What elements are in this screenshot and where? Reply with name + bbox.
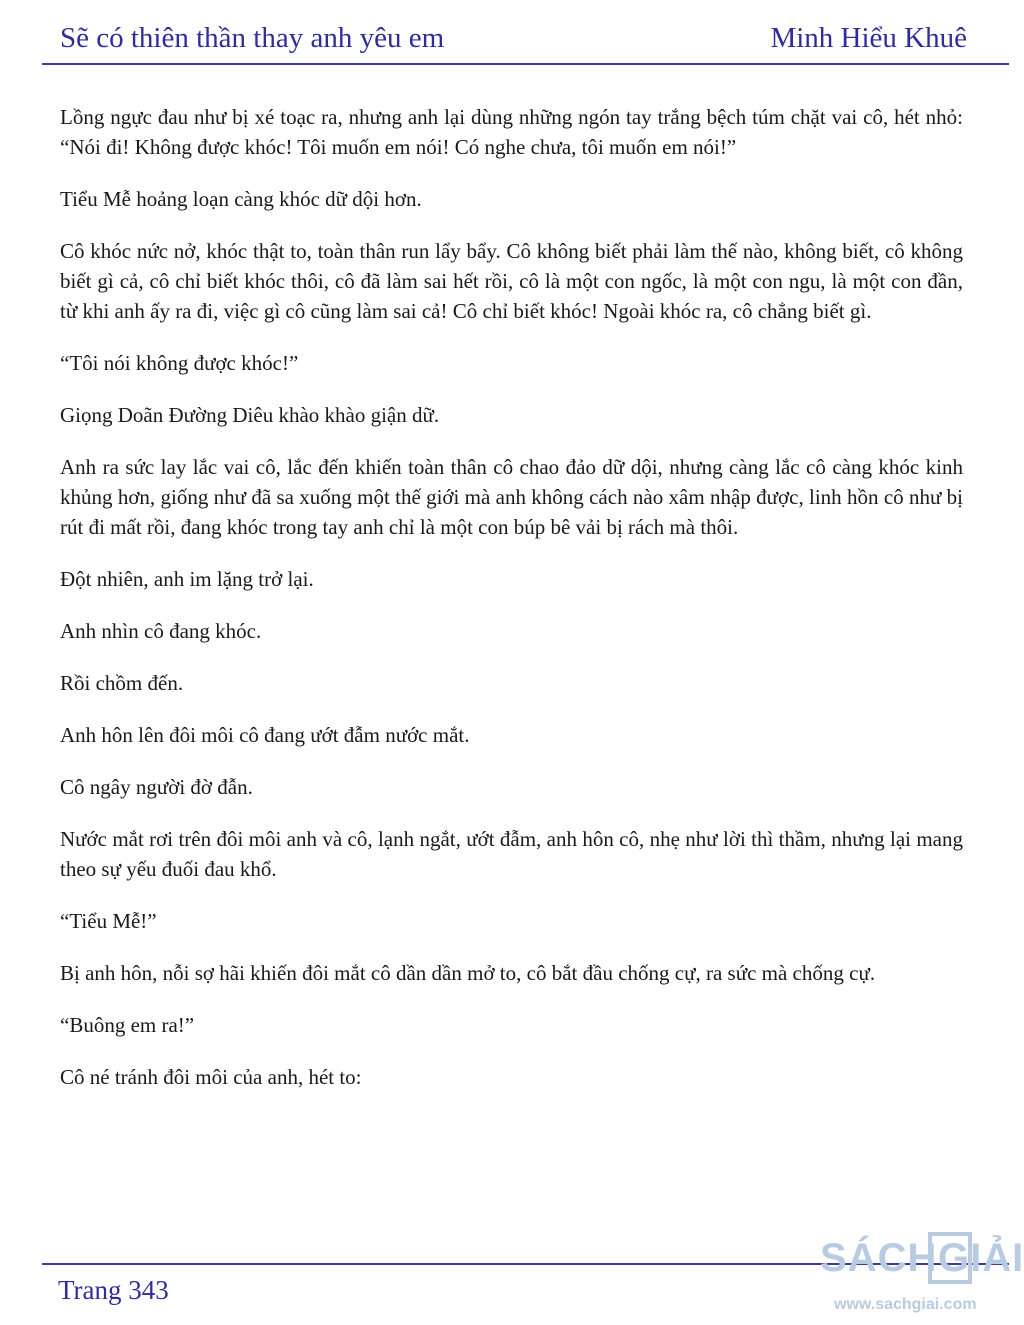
paragraph: Đột nhiên, anh im lặng trở lại. bbox=[60, 567, 314, 591]
book-title: Sẽ có thiên thần thay anh yêu em bbox=[60, 22, 445, 54]
watermark-logo bbox=[818, 1230, 1024, 1325]
paragraph: “Tôi nói không được khóc!” bbox=[60, 351, 299, 375]
paragraph: Cô ngây người đờ đẫn. bbox=[60, 775, 253, 799]
paragraph: Cô né tránh đôi môi của anh, hét to: bbox=[60, 1065, 362, 1089]
paragraph: Anh nhìn cô đang khóc. bbox=[60, 619, 262, 643]
author-name: Minh Hiểu Khuê bbox=[770, 22, 967, 54]
watermark-brand-right: GIẢI bbox=[938, 1236, 1024, 1280]
paragraph: Rồi chồm đến. bbox=[60, 671, 184, 695]
watermark-url: www.sachgiai.com bbox=[834, 1296, 977, 1313]
paragraph: “Buông em ra!” bbox=[60, 1013, 195, 1037]
header-divider bbox=[42, 63, 1009, 65]
paragraph: Cô khóc nức nở, khóc thật to, toàn thân run lẩy bẩy. Cô không biết phải làm thế nào, không biết, cô không biết gì cả, cô chỉ biết khóc thôi, cô đã làm sai hết rồi, cô là một con ngốc, là một con ngu, là một con đần, từ khi anh ấy ra đi, việc gì cô cũng làm sai cả! Cô chỉ biết khóc! Ngoài khóc ra, cô chẳng biết gì. bbox=[60, 239, 963, 323]
paragraph: Nước mắt rơi trên đôi môi anh và cô, lạnh ngắt, ướt đẫm, anh hôn cô, nhẹ như lời thì thầm, nhưng lại mang theo sự yếu đuối đau khổ. bbox=[60, 827, 963, 881]
paragraph: “Tiểu Mễ!” bbox=[60, 909, 157, 933]
paragraph: Lồng ngực đau như bị xé toạc ra, nhưng anh lại dùng những ngón tay trắng bệch túm chặt vai cô, hét nhỏ: “Nói đi! Không được khóc! Tôi muốn em nói! Có nghe chưa, tôi muốn em nói!” bbox=[60, 105, 963, 159]
page-number: Trang 343 bbox=[58, 1275, 169, 1305]
paragraph: Anh hôn lên đôi môi cô đang ướt đẫm nước mắt. bbox=[60, 723, 470, 747]
paragraph: Anh ra sức lay lắc vai cô, lắc đến khiến toàn thân cô chao đảo dữ dội, nhưng càng lắc cô càng khóc kinh khủng hơn, giống như đã sa xuống một thế giới mà anh không cách nào xâm nhập được, linh hồn cô như bị rút đi mất rồi, đang khóc trong tay anh chỉ là một con búp bê vải bị rách mà thôi. bbox=[60, 455, 963, 539]
watermark-brand-left: SÁCH bbox=[820, 1236, 938, 1280]
paragraph: Tiểu Mễ hoảng loạn càng khóc dữ dội hơn. bbox=[60, 187, 422, 211]
paragraph: Bị anh hôn, nỗi sợ hãi khiến đôi mắt cô dần dần mở to, cô bắt đầu chống cự, ra sức mà chống cự. bbox=[60, 961, 876, 985]
page-body bbox=[60, 102, 963, 1114]
paragraph: Giọng Doãn Đường Diêu khào khào giận dữ. bbox=[60, 403, 440, 427]
page-header bbox=[0, 0, 1024, 70]
